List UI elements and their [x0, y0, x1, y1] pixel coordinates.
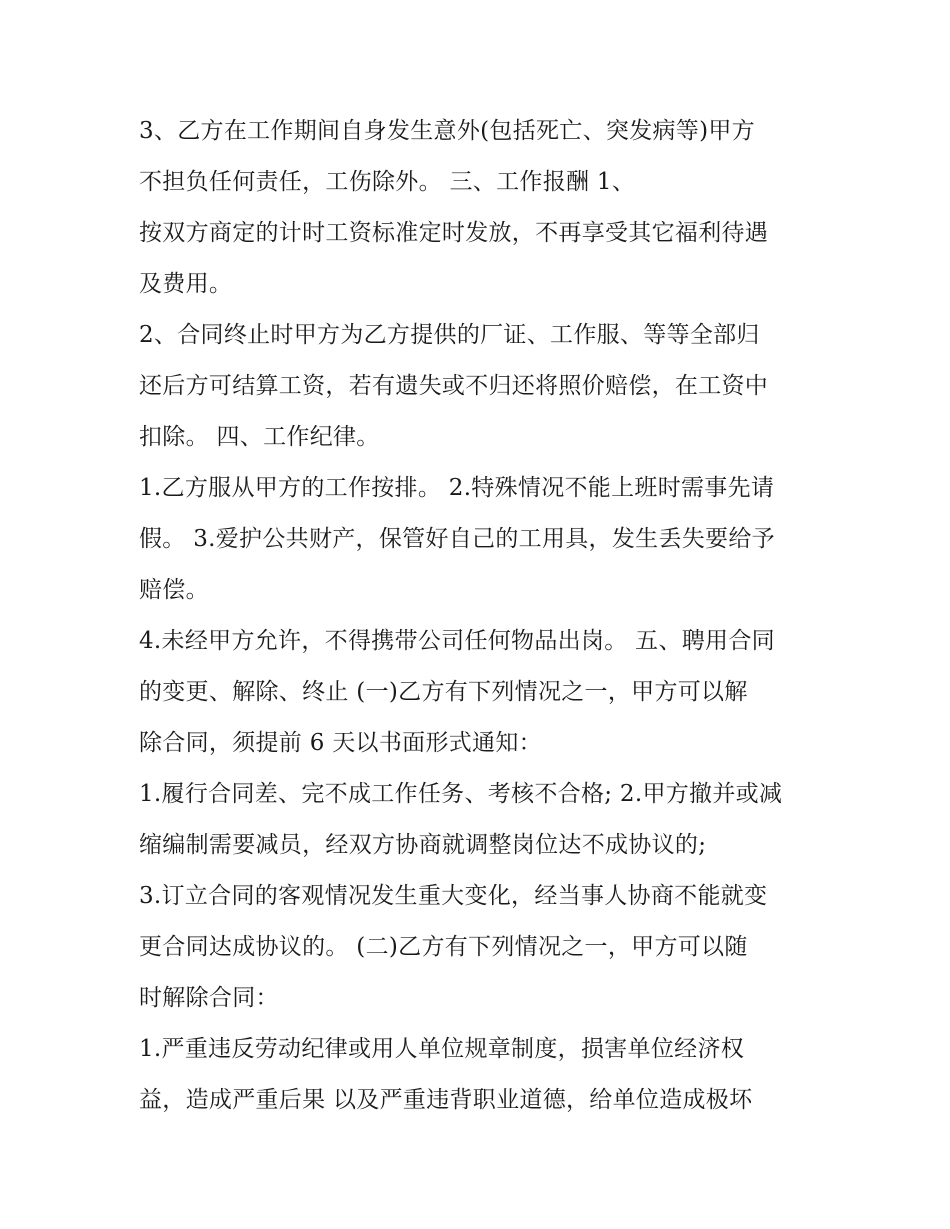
text-line: 缩编制需要减员，经双方协商就调整岗位达不成协议的; [139, 832, 707, 858]
text-line: 时解除合同： [139, 985, 279, 1011]
text-line: 更合同达成协议的。 (二)乙方有下列情况之一，甲方可以随 [139, 934, 748, 960]
text-line: 益，造成严重后果 以及严重违背职业道德，给单位造成极坏 [139, 1087, 753, 1113]
text-line: 按双方商定的计时工资标准定时发放，不再享受其它福利待遇 [139, 220, 769, 246]
text-line: 3.订立合同的客观情况发生重大变化，经当事人协商不能就变 [139, 883, 768, 909]
text-line: 3、乙方在工作期间自身发生意外(包括死亡、突发病等)甲方 [139, 118, 755, 144]
text-line: 4.未经甲方允许，不得携带公司任何物品出岗。 五、聘用合同 [139, 628, 775, 654]
text-line: 还后方可结算工资，若有遗失或不归还将照价赔偿，在工资中 [139, 373, 769, 399]
text-line: 2、合同终止时甲方为乙方提供的厂证、工作服、等等全部归 [139, 322, 760, 348]
text-line: 1.乙方服从甲方的工作按排。 2.特殊情况不能上班时需事先请 [139, 475, 775, 501]
text-line: 1.履行合同差、完不成工作任务、考核不合格; 2.甲方撤并或减 [139, 781, 783, 807]
text-line: 假。 3.爱护公共财产，保管好自己的工用具，发生丢失要给予 [139, 526, 775, 552]
text-line: 除合同，须提前 6 天以书面形式通知： [139, 730, 542, 756]
text-line: 扣除。 四、工作纪律。 [139, 424, 380, 450]
document-body [139, 106, 819, 1126]
text-line: 赔偿。 [139, 577, 209, 603]
text-line: 1.严重违反劳动纪律或用人单位规章制度，损害单位经济权 [139, 1036, 745, 1062]
text-line: 及费用。 [139, 271, 233, 297]
text-line: 不担负任何责任，工伤除外。 三、工作报酬 1、 [139, 169, 636, 195]
text-line: 的变更、解除、终止 (一)乙方有下列情况之一，甲方可以解 [139, 679, 748, 705]
